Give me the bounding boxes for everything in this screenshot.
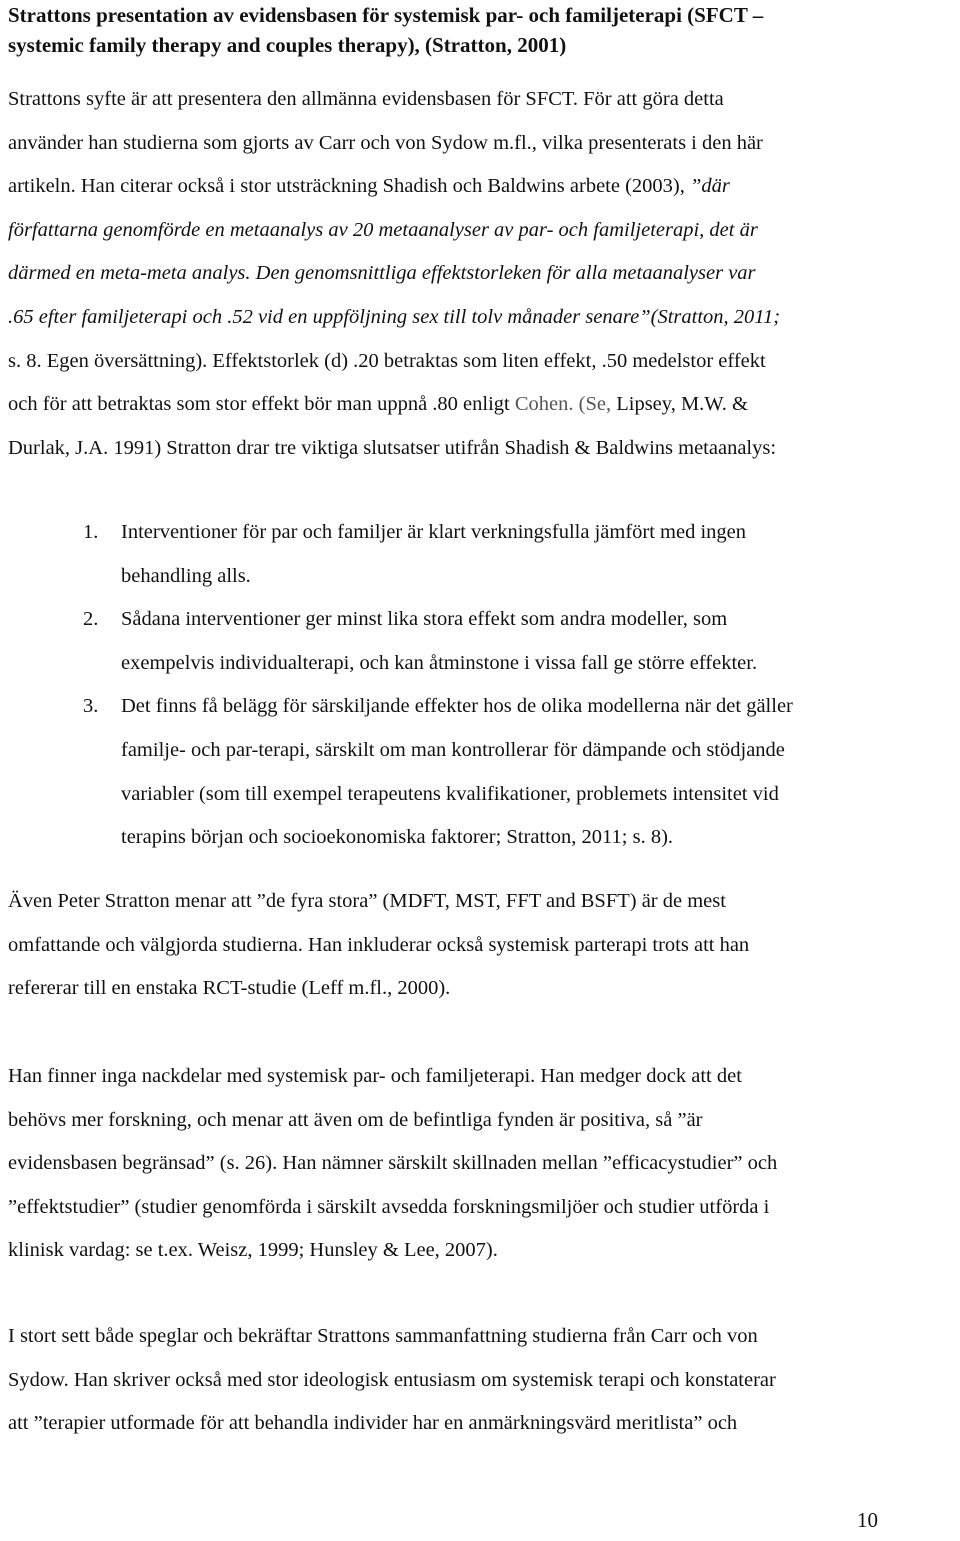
- list-item: [0, 598, 959, 685]
- list-number: 1.: [83, 521, 99, 543]
- text-line: [8, 383, 958, 427]
- text-span: artikeln. Han citerar också i stor utsträckning Shadish och Baldwins arbete (2003),: [8, 175, 691, 198]
- list-item: [0, 511, 959, 598]
- quote-line: .65 efter familjeterapi och .52 vid en uppföljning sex till tolv månader senare”(Stratton, 2011;: [8, 305, 781, 328]
- list-text-line: Sådana interventioner ger minst lika stora effekt som andra modeller, som: [121, 608, 728, 631]
- list-text-line: variabler (som till exempel terapeutens kvalifikationer, problemets intensitet vid: [121, 782, 779, 805]
- list-number: 2.: [83, 608, 99, 631]
- text-line: refererar till en enstaka RCT-studie (Leff m.fl., 2000).: [8, 977, 451, 1000]
- quote-line: författarna genomförde en metaanalys av 20 metaanalyser av par- och familjeterapi, det är: [8, 218, 758, 241]
- list-number: 3.: [83, 695, 99, 718]
- text-line: evidensbasen begränsad” (s. 26). Han nämner särskilt skillnaden mellan ”efficacystudier” och: [8, 1152, 778, 1175]
- list-text-line: familje- och par-terapi, särskilt om man kontrollerar för dämpande och stödjande: [121, 738, 785, 761]
- text-line: klinisk vardag: se t.ex. Weisz, 1999; Hunsley & Lee, 2007).: [8, 1239, 498, 1262]
- heading-line: systemic family therapy and couples therapy), (Stratton, 2001): [8, 33, 567, 57]
- text-span: och för att betraktas som stor effekt bör man uppnå .80 enligt: [8, 393, 515, 416]
- heading-line: Strattons presentation av evidensbasen för systemisk par- och familjeterapi (SFCT –: [8, 3, 764, 27]
- text-line: s. 8. Egen översättning). Effektstorlek (d) .20 betraktas som liten effekt, .50 medelstor effekt: [8, 349, 766, 372]
- text-line: omfattande och välgjorda studierna. Han inkluderar också systemisk parterapi trots att han: [8, 933, 750, 956]
- list-text-line: exempelvis individualterapi, och kan åtminstone i vissa fall ge större effekter.: [121, 651, 758, 674]
- text-line: Strattons syfte är att presentera den allmänna evidensbasen för SFCT. För att göra detta: [8, 88, 724, 110]
- text-line: Durlak, J.A. 1991) Stratton drar tre viktiga slutsatser utifrån Shadish & Baldwins metaanalys:: [8, 436, 777, 459]
- list-text-line: terapins början och socioekonomiska faktorer; Stratton, 2011; s. 8).: [121, 826, 674, 849]
- text-line: använder han studierna som gjorts av Carr och von Sydow m.fl., vilka presenterats i den här: [8, 131, 763, 154]
- text-line: behövs mer forskning, och menar att även om de befintliga fynden är positiva, så ”är: [8, 1108, 703, 1131]
- text-line: ”effektstudier” (studier genomförda i särskilt avsedda forskningsmiljöer och studier utförda i: [8, 1195, 770, 1218]
- section-heading: [8, 0, 953, 60]
- text-line: I stort sett både speglar och bekräftar Strattons sammanfattning studierna från Carr och von: [8, 1325, 758, 1347]
- paragraph-no-drawbacks: [8, 1055, 958, 1273]
- text-line: Sydow. Han skriver också med stor ideologisk entusiasm om systemisk terapi och konstaterar: [8, 1368, 776, 1391]
- citation-span: Cohen. (Se,: [514, 393, 612, 416]
- page-number: 10: [857, 1508, 878, 1532]
- quote-line: därmed en meta-meta analys. Den genomsnittliga effektstorleken för alla metaanalyser var: [8, 262, 756, 285]
- list-text-line: behandling alls.: [121, 564, 251, 587]
- conclusions-list: [0, 511, 960, 860]
- list-item: [0, 685, 959, 859]
- text-line: Även Peter Stratton menar att ”de fyra stora” (MDFT, MST, FFT and BSFT) är de mest: [8, 890, 726, 912]
- paragraph-big-four: [8, 880, 958, 1011]
- text-line: Han finner inga nackdelar med systemisk par- och familjeterapi. Han medger dock att det: [8, 1065, 742, 1087]
- text-line: [8, 165, 958, 209]
- paragraph-summary: [8, 1315, 958, 1446]
- list-text-line: Det finns få belägg för särskiljande effekter hos de olika modellerna när det gäller: [121, 695, 793, 718]
- list-text-line: Interventioner för par och familjer är klart verkningsfulla jämfört med ingen: [121, 521, 747, 543]
- quote-span: ”där: [690, 175, 730, 198]
- text-span: Lipsey, M.W. &: [611, 393, 748, 416]
- text-line: att ”terapier utformade för att behandla individer har en anmärkningsvärd meritlista” och: [8, 1412, 738, 1435]
- paragraph-stratton-evidence: [8, 78, 958, 470]
